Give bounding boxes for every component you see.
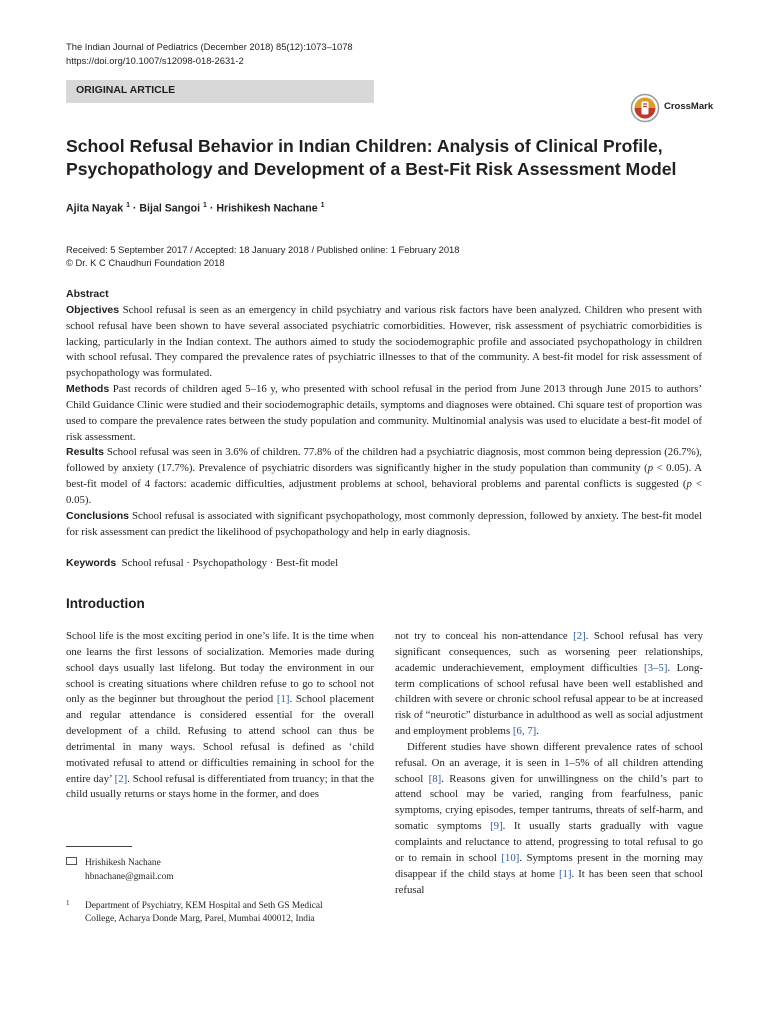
- corresponding-email[interactable]: hbnachane@gmail.com: [85, 872, 174, 882]
- body-text: . School refusal is differentiated from truancy; in that the child usually returns or stays home in the former, and does: [66, 772, 375, 801]
- body-text: not try to conceal his non-attendance: [395, 630, 574, 642]
- introduction-heading: Introduction: [66, 596, 145, 611]
- affiliation-number: 1: [66, 899, 70, 907]
- article-type-banner: [66, 80, 374, 103]
- reference-link[interactable]: [1]: [276, 693, 290, 706]
- corresponding-author-footnote: [66, 857, 161, 870]
- keywords-section: [66, 557, 338, 569]
- body-text: School life is the most exciting period in one’s life. It is the time when one learns the first lessons of socialization. Memories made during school days usually last lifelong. But today the environment in our school is creating situations where children refuse to go to school not only as the beginner but throughout the period: [66, 630, 374, 706]
- reference-link[interactable]: [2]: [114, 772, 128, 785]
- copyright-notice: © Dr. K C Chaudhuri Foundation 2018: [66, 257, 225, 268]
- author-affiliation-mark: 1: [320, 202, 325, 209]
- left-column-text: [66, 629, 374, 803]
- footnote-divider: [66, 846, 132, 847]
- publication-dates: [66, 243, 460, 269]
- corresponding-author-name: Hrishikesh Nachane: [85, 858, 161, 868]
- reference-link[interactable]: [10]: [501, 851, 520, 864]
- conclusions-label: Conclusions: [66, 509, 130, 522]
- author-name[interactable]: Bijal Sangoi: [139, 202, 201, 215]
- article-title: [66, 135, 706, 181]
- results-text: School refusal was seen in 3.6% of children. 77.8% of the children had a psychiatric diagnosis, most common being depression (26.7%), followed by anxiety (17.7%). Prevalence of psychiatric disorders was significantly higher in the study population than community (: [66, 446, 702, 475]
- title-line: Psychopathology and Development of a Best-Fit Risk Assessment Model: [66, 159, 677, 179]
- keywords-label: Keywords: [66, 557, 117, 569]
- reference-link[interactable]: [6, 7]: [512, 725, 537, 738]
- crossmark-badge[interactable]: [630, 93, 742, 123]
- results-text: < 0.05).: [66, 478, 702, 506]
- body-text: . Symptoms present in the morning may disappear if the child stays at home: [395, 851, 703, 880]
- body-text: . It has been seen that school refusal: [395, 867, 704, 896]
- affiliation-text: [85, 900, 323, 926]
- methods-text: Past records of children aged 5–16 y, who presented with school refusal in the period from June 2013 through June 2015 to authors’ Child Guidance Clinic were studied and their sociodemographic details, symptoms and diagnoses were obtained. Chi square test of proportion was used to compare the prevalence rates between the study population and community. Multinomial analysis was used to elucidate a best-fit model of risk assessment.: [66, 383, 702, 443]
- body-text: . It usually starts gradually with vague complaints and reluctance to attend, progressing to total refusal to go or to remain in school: [395, 820, 703, 864]
- methods-label: Methods: [66, 383, 110, 396]
- reference-link[interactable]: [8]: [428, 772, 442, 785]
- keywords-text: School refusal · Psychopathology · Best-fit model: [121, 557, 339, 569]
- crossmark-icon: [630, 93, 660, 123]
- author-list: [66, 202, 324, 215]
- body-text: . Long-term complications of school refusal have been well established and children with severe or chronic school refusal appear to be at increased risk of “neurotic” disturbance in adulthood as well as social adjustment and employment problems: [395, 661, 703, 738]
- journal-citation: The Indian Journal of Pediatrics (December 2018) 85(12):1073–1078: [66, 41, 353, 52]
- author-name[interactable]: Ajita Nayak: [66, 202, 124, 215]
- results-text: < 0.05). A best-fit model of 4 factors: academic difficulties, adjustment problems at school, behavioral problems and parental conflicts is suggested (: [66, 462, 702, 491]
- affiliation-line: College, Acharya Donde Marg, Parel, Mumbai 400012, India: [85, 914, 315, 924]
- author-affiliation-mark: 1: [203, 202, 207, 209]
- body-text: . School placement and regular attendance is considered essential for the overall development of a child. Refusing to attend school can thus be detrimental in many ways. School refusal is defined as ‘child motivated refusal to attend or difficulties remaining in school for the entire day’: [66, 693, 375, 785]
- objectives-label: Objectives: [66, 303, 120, 316]
- author-name[interactable]: Hrishikesh Nachane: [216, 202, 318, 215]
- objectives-text: School refusal is seen as an emergency in child psychiatry and various risk factors have been analyzed. Children who present with school refusal have been shown to have several associated psychiatric comorbidities. However, risk assessment of psychiatric comorbidities is lacking, particularly in the Indian context. The authors aimed to study the sociodemographic profile and associated psychopathology in children with school refusal. They compared the prevalence rates of psychiatric illnesses to that of the community. A best-fit model for risk assessment of psychopathology was formulated.: [66, 303, 702, 380]
- doi-link[interactable]: https://doi.org/10.1007/s12098-018-2631-2: [66, 55, 244, 66]
- body-text: .: [536, 725, 539, 738]
- abstract-section: [66, 287, 702, 541]
- title-line: School Refusal Behavior in Indian Children: Analysis of Clinical Profile,: [66, 136, 663, 156]
- reference-link[interactable]: [9]: [490, 820, 503, 833]
- body-text: . Reasons given for unwillingness on the child’s part to attend school may be varied, ranging from fearfulness, panic symptoms, crying episodes, temper tantrums, threats of self-harm, and somatic symptoms: [395, 772, 704, 833]
- body-text: Different studies have shown different prevalence rates of school refusal. On an average, it is seen in 1–5% of all children attending school: [395, 740, 703, 785]
- results-label: Results: [66, 446, 104, 459]
- affiliation-line: Department of Psychiatry, KEM Hospital and Seth GS Medical: [85, 901, 323, 911]
- abstract-heading: Abstract: [66, 288, 109, 300]
- author-separator: ·: [206, 202, 217, 215]
- conclusions-text: School refusal is associated with significant psychopathology, most commonly depression, followed by anxiety. The best-fit model for risk assessment can predict the likelihood of psychopathology and help in early diagnosis.: [66, 509, 702, 538]
- envelope-icon: [66, 857, 77, 865]
- author-affiliation-mark: 1: [126, 202, 130, 209]
- reference-link[interactable]: [2]: [573, 630, 586, 642]
- reference-link[interactable]: [1]: [558, 867, 572, 880]
- p-value-symbol: p: [647, 462, 654, 475]
- author-separator: ·: [129, 202, 140, 215]
- received-accepted-dates: Received: 5 September 2017 / Accepted: 18 January 2018 / Published online: 1 February 2018: [66, 244, 460, 255]
- crossmark-label: CrossMark: [664, 101, 714, 112]
- reference-link[interactable]: [3–5]: [644, 661, 668, 674]
- article-type-label: ORIGINAL ARTICLE: [76, 84, 176, 96]
- body-text: . School refusal has very significant consequences, such as worsening peer relationships, academic underachievement, employment difficulties: [395, 630, 703, 674]
- right-column-text: [395, 629, 703, 898]
- p-value-symbol: p: [686, 478, 692, 491]
